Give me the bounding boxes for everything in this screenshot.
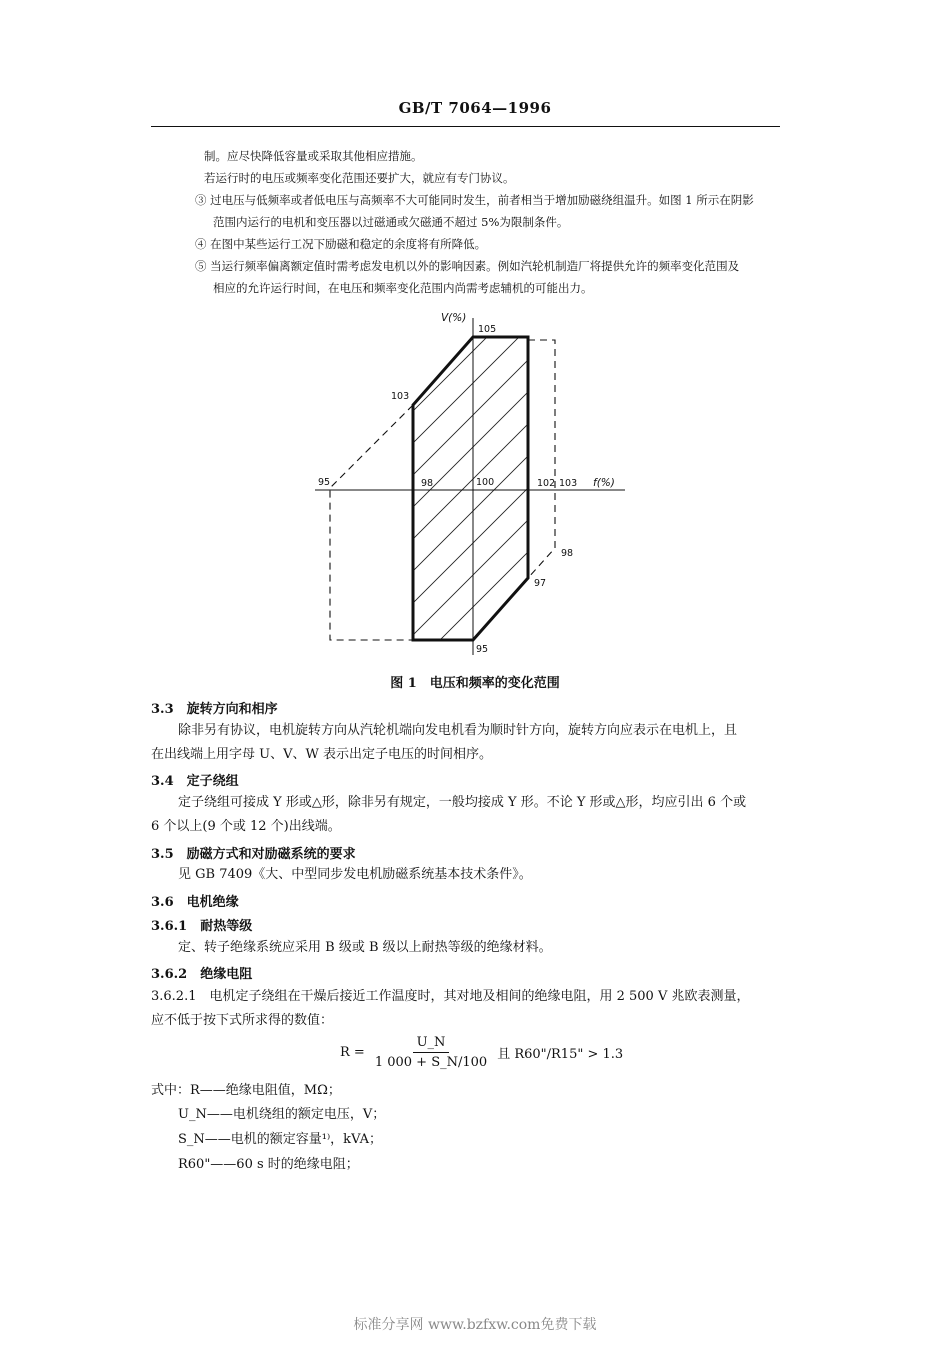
f-axis-label: f(%): [593, 477, 615, 489]
label-v97: 97: [534, 578, 547, 589]
section-3-4-para-2: 6 个以上(9 个或 12 个)出线端。: [151, 819, 341, 834]
label-v95: 95: [476, 644, 489, 655]
equation-fraction: [371, 1035, 491, 1070]
note-line-1: 制。应尽快降低容量或采取其他相应措施。: [204, 149, 423, 163]
section-3-6-2-1-para-1: 3.6.2.1 电机定子绕组在干燥后接近工作温度时，其对地及相间的绝缘电阻，用 2 500 V 兆欧表测量，: [151, 989, 750, 1004]
note-item-5b: 相应的允许运行时间，在电压和频率变化范围内尚需考虑辅机的可能出力。: [213, 281, 593, 295]
definition-sn: S_N——电机的额定容量¹⁾，kVA；: [178, 1132, 382, 1147]
note-item-3a: ③ 过电压与低频率或者低电压与高频率不大可能同时发生，前者相当于增加励磁绕组温升。如图 1 所示在阴影: [195, 193, 754, 207]
definition-un: U_N——电机绕组的额定电压，V；: [178, 1107, 386, 1122]
section-3-5-para-1: 见 GB 7409《大、中型同步发电机励磁系统基本技术条件》。: [178, 867, 532, 882]
definition-r60: R60"——60 s 时的绝缘电阻；: [178, 1157, 359, 1172]
label-f103: 103: [559, 478, 578, 489]
footer-watermark: 标准分享网 www.bzfxw.com免费下载: [353, 1317, 597, 1333]
figure-caption: 图 1 电压和频率的变化范围: [390, 676, 560, 691]
equation-denominator: 1 000 + S_N/100: [374, 1055, 488, 1070]
equation-condition: 且 R60"/R15" > 1.3: [497, 1047, 624, 1062]
section-3-3-title: 3.3 旋转方向和相序: [151, 702, 278, 717]
label-f95: 95: [318, 477, 331, 488]
section-3-6-1-title: 3.6.1 耐热等级: [151, 919, 253, 934]
definition-r: 式中：R——绝缘电阻值，MΩ；: [151, 1083, 341, 1098]
label-v98: 98: [561, 548, 574, 559]
v-axis-label: V(%): [441, 312, 467, 324]
label-v105: 105: [478, 324, 497, 335]
equation-numerator: U_N: [413, 1035, 450, 1053]
label-f102: 102: [537, 478, 556, 489]
section-3-5-title: 3.5 励磁方式和对励磁系统的要求: [151, 847, 356, 862]
page-header: GB/T 7064—1996: [398, 99, 552, 117]
section-3-3-para-2: 在出线端上用字母 U、V、W 表示出定子电压的时间相序。: [151, 747, 492, 762]
equation-lhs: R =: [340, 1045, 365, 1060]
note-item-4: ④ 在图中某些运行工况下励磁和稳定的余度将有所降低。: [195, 237, 487, 251]
note-line-2: 若运行时的电压或频率变化范围还要扩大，就应有专门协议。: [204, 171, 515, 185]
section-3-4-para-1: 定子绕组可接成 Y 形或△形，除非另有规定，一般均接成 Y 形。不论 Y 形或△形，均应引出 6 个或: [178, 795, 747, 810]
section-3-4-title: 3.4 定子绕组: [151, 774, 239, 789]
section-3-6-title: 3.6 电机绝缘: [151, 895, 239, 910]
note-item-5a: ⑤ 当运行频率偏离额定值时需考虑发电机以外的影响因素。例如汽轮机制造厂将提供允许的频率变化范围及: [195, 259, 740, 273]
voltage-frequency-figure: [300, 305, 640, 665]
insulation-resistance-equation: [340, 1035, 623, 1070]
header-rule: [151, 126, 780, 127]
label-f100: 100: [476, 477, 495, 488]
label-v103: 103: [391, 391, 410, 402]
label-f98: 98: [421, 478, 434, 489]
section-3-6-2-title: 3.6.2 绝缘电阻: [151, 967, 253, 982]
section-3-3-para-1: 除非另有协议，电机旋转方向从汽轮机端向发电机看为顺时针方向，旋转方向应表示在电机上，且: [178, 723, 738, 738]
section-3-6-1-para: 定、转子绝缘系统应采用 B 级或 B 级以上耐热等级的绝缘材料。: [178, 940, 552, 955]
note-item-3b: 范围内运行的电机和变压器以过磁通或欠磁通不超过 5%为限制条件。: [213, 215, 569, 229]
section-3-6-2-1-para-2: 应不低于按下式所求得的数值：: [151, 1013, 334, 1028]
